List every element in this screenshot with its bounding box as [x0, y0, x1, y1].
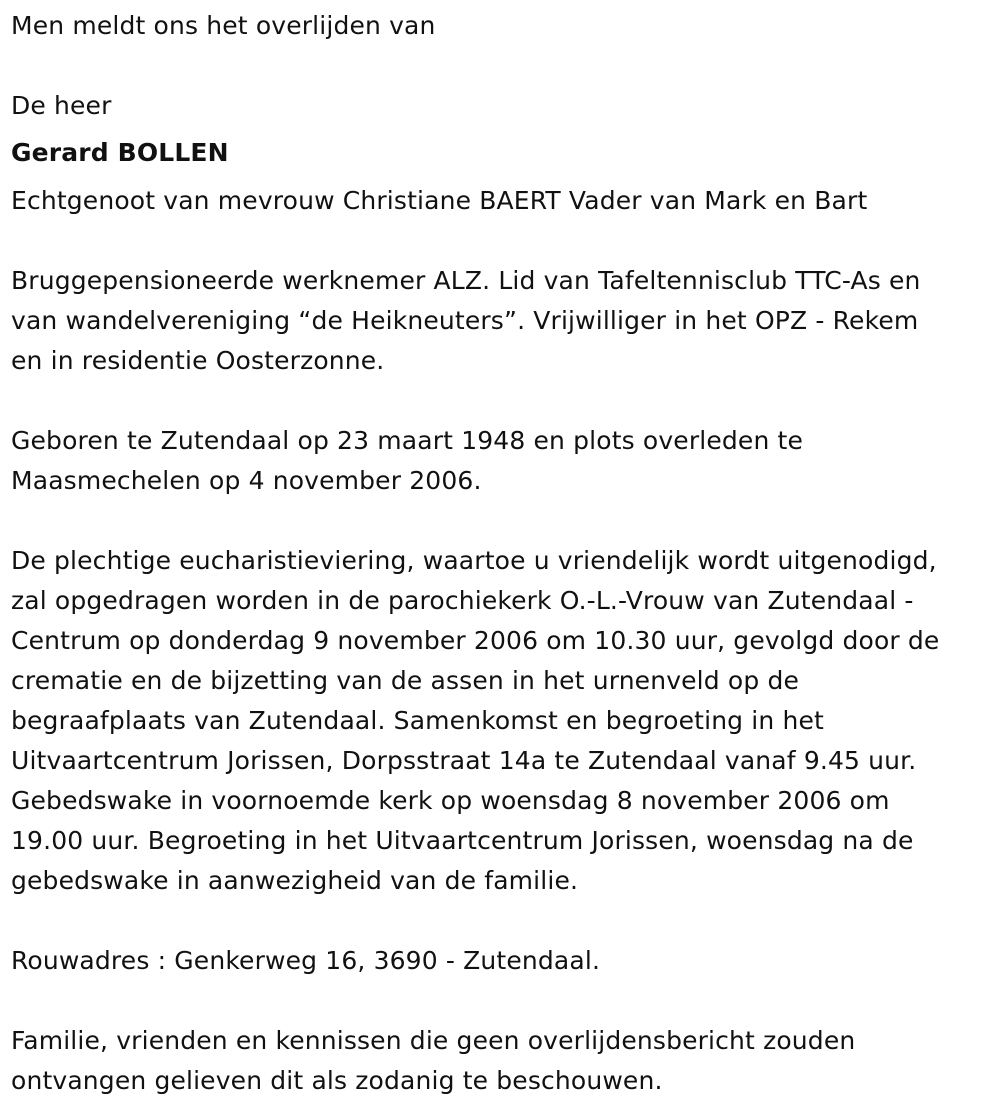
death-notice: [11, 0, 993, 1101]
ceremony-line: gebedswake in aanwezigheid van de familie.: [11, 866, 579, 895]
ceremony-line: Gebedswake in voornoemde kerk op woensdag 8 november 2006 om: [11, 786, 890, 815]
birth-death-line: Maasmechelen op 4 november 2006.: [11, 466, 482, 495]
ceremony-line: begraafplaats van Zutendaal. Samenkomst en begroeting in het: [11, 706, 824, 735]
occupation-paragraph: [11, 261, 993, 381]
mourning-address: Rouwadres : Genkerweg 16, 3690 - Zutendaal.: [11, 946, 601, 975]
ceremony-line: Centrum op donderdag 9 november 2006 om 10.30 uur, gevolgd door de: [11, 626, 940, 655]
closing-line: ontvangen gelieven dit als zodanig te beschouwen.: [11, 1066, 663, 1095]
spacer: [11, 981, 993, 1021]
spacer: [11, 46, 993, 86]
spacer: [11, 501, 993, 541]
salutation: De heer: [11, 91, 112, 120]
birth-death-paragraph: [11, 421, 993, 501]
occupation-line: van wandelvereniging “de Heikneuters”. Vrijwilliger in het OPZ - Rekem: [11, 306, 919, 335]
intro-text: Men meldt ons het overlijden van: [11, 11, 436, 40]
ceremony-line: De plechtige eucharistieviering, waartoe u vriendelijk wordt uitgenodigd,: [11, 546, 937, 575]
closing-line: Familie, vrienden en kennissen die geen overlijdensbericht zouden: [11, 1026, 856, 1055]
spacer: [11, 221, 993, 261]
deceased-name: Gerard BOLLEN: [11, 138, 229, 167]
relations-text: Echtgenoot van mevrouw Christiane BAERT Vader van Mark en Bart: [11, 186, 868, 215]
ceremony-line: crematie en de bijzetting van de assen in het urnenveld op de: [11, 666, 800, 695]
birth-death-line: Geboren te Zutendaal op 23 maart 1948 en plots overleden te: [11, 426, 804, 455]
occupation-line: Bruggepensioneerde werknemer ALZ. Lid van Tafeltennisclub TTC-As en: [11, 266, 921, 295]
closing-paragraph: [11, 1021, 993, 1101]
ceremony-line: Uitvaartcentrum Jorissen, Dorpsstraat 14a te Zutendaal vanaf 9.45 uur.: [11, 746, 917, 775]
ceremony-line: zal opgedragen worden in de parochiekerk O.-L.-Vrouw van Zutendaal -: [11, 586, 914, 615]
spacer: [11, 381, 993, 421]
ceremony-line: 19.00 uur. Begroeting in het Uitvaartcentrum Jorissen, woensdag na de: [11, 826, 914, 855]
occupation-line: en in residentie Oosterzonne.: [11, 346, 385, 375]
ceremony-paragraph: [11, 541, 993, 901]
spacer: [11, 901, 993, 941]
